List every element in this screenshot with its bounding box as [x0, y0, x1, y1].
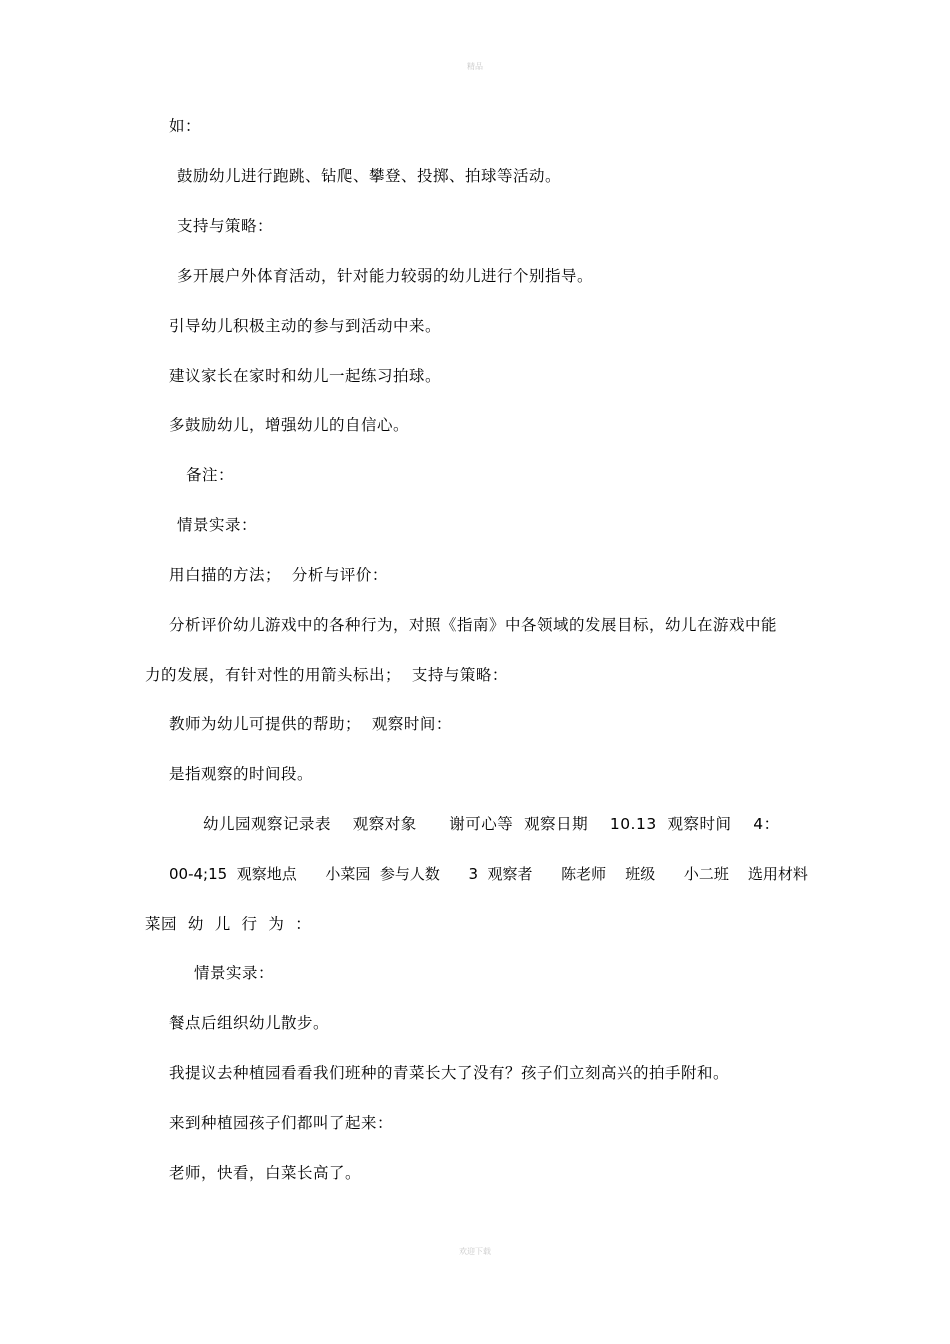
text-line: 来到种植园孩子们都叫了起来：: [169, 1114, 394, 1132]
text-line: 幼儿园观察记录表 观察对象 谢可心等 观察日期 10.13 观察时间 4：: [203, 815, 780, 833]
text-line: 力的发展，有针对性的用箭头标出； 支持与策略：: [145, 666, 508, 684]
text-line: 建议家长在家时和幼儿一起练习拍球。: [169, 367, 442, 385]
text-line: 多鼓励幼儿，增强幼儿的自信心。: [169, 416, 410, 434]
text-line: 餐点后组织幼儿散步。: [169, 1014, 330, 1032]
text-line: 情景实录：: [177, 516, 258, 534]
text-line: 老师，快看，白菜长高了。: [169, 1164, 362, 1182]
header-watermark: 精品: [467, 62, 483, 71]
text-line: 如：: [169, 117, 202, 135]
text-line: 00-4;15 观察地点 小菜园 参与人数 3 观察者 陈老师 班级 小二班 选用材料: [169, 865, 808, 883]
text-line: 菜园 幼 儿 行 为 ：: [145, 915, 312, 933]
text-line: 教师为幼儿可提供的帮助； 观察时间：: [169, 715, 452, 733]
text-line: 支持与策略：: [177, 217, 274, 235]
footer-watermark: 欢迎下载: [459, 1247, 491, 1256]
text-line: 鼓励幼儿进行跑跳、钻爬、攀登、投掷、拍球等活动。: [177, 167, 562, 185]
text-line: 引导幼儿积极主动的参与到活动中来。: [169, 317, 442, 335]
text-line: 用白描的方法； 分析与评价：: [169, 566, 388, 584]
text-line: 多开展户外体育活动，针对能力较弱的幼儿进行个别指导。: [177, 267, 594, 285]
text-line: 情景实录：: [194, 964, 275, 982]
text-line: 分析评价幼儿游戏中的各种行为，对照《指南》中各领域的发展目标，幼儿在游戏中能: [169, 616, 778, 634]
text-line: 是指观察的时间段。: [169, 765, 314, 783]
text-line: 备注：: [186, 466, 235, 484]
text-line: 我提议去种植园看看我们班种的青菜长大了没有？孩子们立刻高兴的拍手附和。: [169, 1064, 730, 1082]
